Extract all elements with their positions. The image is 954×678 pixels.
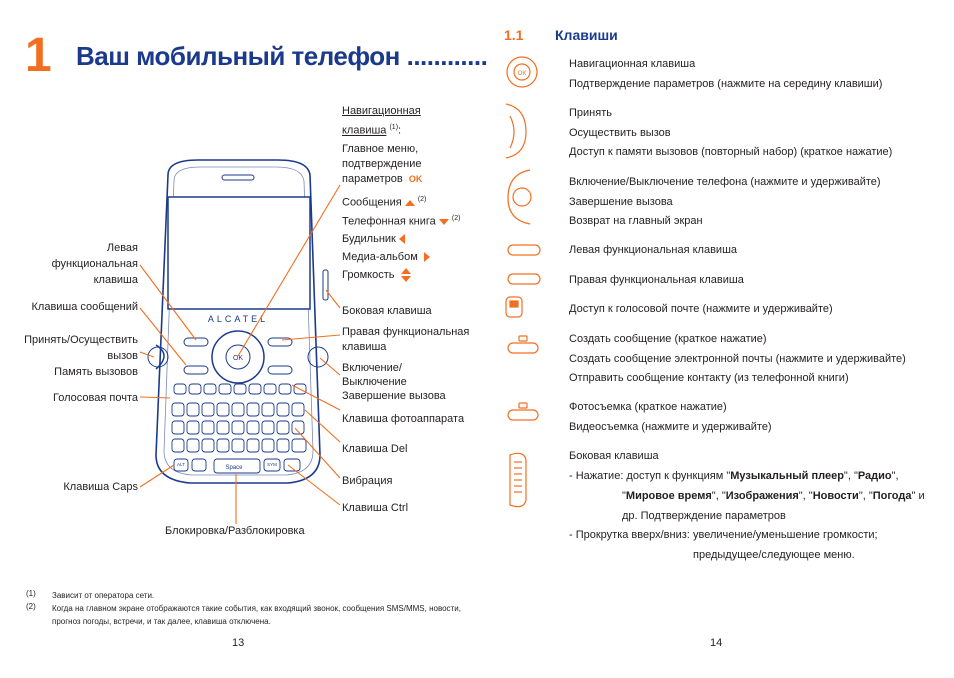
- svg-text:SYM: SYM: [267, 462, 277, 467]
- row-navigation-key: Навигационная клавиша Подтверждение параметров (нажмите на середину клавиши): [569, 58, 883, 90]
- row-right-soft-key: Правая функциональная клавиша: [569, 274, 744, 286]
- footnote-mark-2: (2): [26, 602, 36, 611]
- send-key-icon: [506, 104, 526, 158]
- callout-left-soft-1: Левая: [106, 242, 138, 254]
- row-voicemail-key: Доступ к голосовой почте (нажмите и удерживайте): [569, 303, 833, 315]
- footnote-2a: Когда на главном экране отображаются такие события, как входящий звонок, сообщения SMS/MMS, новости,: [52, 604, 461, 613]
- callout-voicemail: Голосовая почта: [53, 392, 138, 404]
- volume-arrows-icon: [401, 268, 411, 282]
- row-left-soft-key: Левая функциональная клавиша: [569, 244, 738, 256]
- navigation-key-icon: [507, 57, 537, 87]
- footnote-2b: прогноз погоды, встречи, и так далее, клавиша отключена.: [52, 617, 271, 626]
- section-title: Клавиши: [555, 27, 618, 43]
- callout-main-menu-2: подтверждение: [342, 158, 422, 170]
- chapter-title: Ваш мобильный телефон ............: [76, 41, 488, 71]
- footnote-1: Зависит от оператора сети.: [52, 591, 155, 600]
- camera-key-icon: [508, 403, 538, 420]
- callout-alarm: Будильник: [342, 232, 405, 246]
- voicemail-key-icon: [506, 297, 522, 317]
- arrow-left-icon: [399, 234, 405, 244]
- callout-side-key: Боковая клавиша: [342, 305, 432, 317]
- svg-text:OK: OK: [517, 71, 527, 77]
- chapter-number: 1: [25, 29, 52, 82]
- callout-main-menu-1: Главное меню,: [342, 143, 419, 155]
- callout-main-menu-3: параметров OK: [342, 173, 423, 185]
- side-key-scroll-1: увеличение/уменьшение громкости;: [693, 529, 878, 541]
- callout-nav-key: Навигационная: [342, 105, 421, 117]
- key-icons: [500, 50, 550, 510]
- section-number: 1.1: [504, 27, 524, 43]
- callout-power-3: Завершение вызова: [342, 390, 446, 402]
- callout-messages: Сообщения $^{(2)}$: [342, 196, 427, 209]
- left-soft-key-icon: [508, 245, 540, 255]
- callout-accept-2: вызов: [107, 350, 138, 362]
- callout-ctrl-key: Клавиша Ctrl: [342, 502, 409, 514]
- page-number-right: 14: [710, 637, 723, 649]
- svg-text:ALT: ALT: [177, 462, 185, 467]
- side-key-title: Боковая клавиша: [569, 450, 659, 462]
- side-key-press-3: др. Подтверждение параметров: [622, 510, 786, 522]
- callout-nav-key-2: клавиша $^{(1)}$:: [342, 124, 402, 137]
- callout-power-1: Включение/: [342, 362, 402, 374]
- callout-right-soft-2: клавиша: [342, 341, 387, 353]
- callout-msg-key: Клавиша сообщений: [31, 301, 138, 313]
- side-key-press-1: - Нажатие: доступ к функциям "Музыкальный плеер", "Радио",: [569, 470, 899, 482]
- callout-camera-key: Клавиша фотоаппарата: [342, 413, 465, 425]
- arrow-down-icon: [439, 219, 449, 225]
- callout-vibration: Вибрация: [342, 475, 393, 487]
- row-send-key: Принять Осуществить вызов Доступ к памяти вызовов (повторный набор) (краткое нажатие): [569, 107, 893, 158]
- side-key-icon: [510, 453, 526, 506]
- right-soft-key-icon: [508, 274, 540, 284]
- message-key-icon: [508, 336, 538, 353]
- callout-volume: Громкость: [342, 268, 411, 282]
- callout-left-soft-3: клавиша: [93, 274, 138, 286]
- end-key-icon: [508, 170, 531, 224]
- callout-right-soft-1: Правая функциональная: [342, 326, 470, 338]
- arrow-right-icon: [424, 252, 430, 262]
- page-number-left: 13: [232, 637, 245, 649]
- svg-text:Space: Space: [225, 465, 243, 471]
- ok-icon: OK: [408, 174, 423, 185]
- arrow-up-icon: [405, 200, 415, 206]
- phone-brand: ALCATEL: [207, 314, 269, 324]
- side-key-press-2: "Мировое время", "Изображения", "Новости", "Погода" и: [622, 490, 925, 502]
- callout-left-soft-2: функциональная: [51, 258, 138, 270]
- svg-text:OK: OK: [232, 355, 244, 362]
- callout-power-2: Выключение: [342, 376, 407, 388]
- callout-caps: Клавиша Caps: [63, 481, 138, 493]
- row-end-key: Включение/Выключение телефона (нажмите и удерживайте) Завершение вызова Возврат на главный экран: [569, 176, 881, 227]
- side-key-scroll-prefix: - Прокрутка вверх/вниз:: [569, 529, 690, 541]
- side-key-scroll-2: предыдущее/следующее меню.: [693, 549, 855, 561]
- callout-accept-3: Память вызовов: [54, 366, 138, 378]
- callout-accept-1: Принять/Осуществить: [24, 334, 138, 346]
- row-camera-key: Фотосъемка (краткое нажатие) Видеосъемка (нажмите и удерживайте): [569, 401, 772, 433]
- row-message-key: Создать сообщение (краткое нажатие) Создать сообщение электронной почты (нажмите и удерживайте) Отправить сообщение контакту (из телефонной книги): [569, 333, 906, 384]
- callout-phonebook: Телефонная книга $^{(2)}$: [342, 215, 461, 228]
- callout-media: Медиа-альбом: [342, 250, 430, 264]
- footnote-mark-1: (1): [26, 589, 36, 598]
- callout-del-key: Клавиша Del: [342, 443, 408, 455]
- callout-lock-key: Блокировка/Разблокировка: [165, 525, 305, 537]
